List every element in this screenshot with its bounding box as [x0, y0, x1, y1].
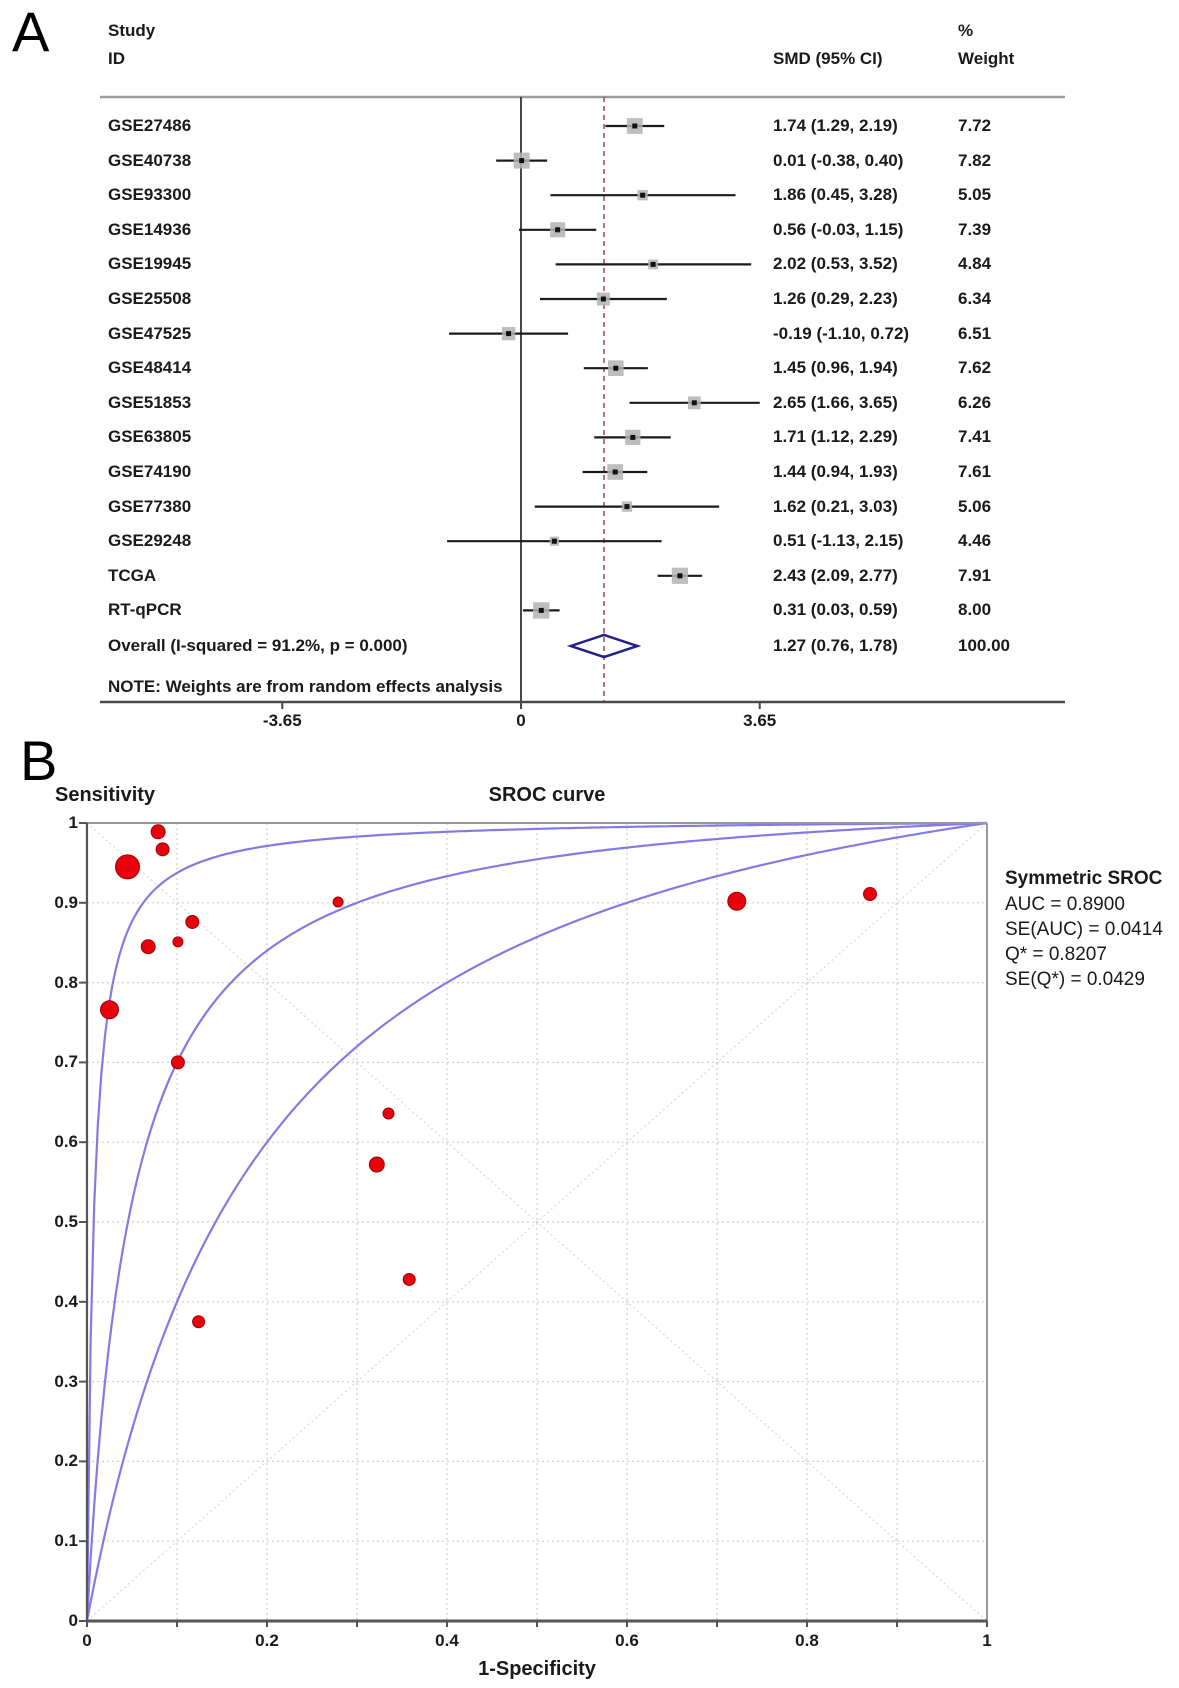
point-estimate-dot	[613, 366, 618, 371]
sroc-point	[383, 1108, 394, 1119]
sroc-point	[864, 888, 877, 901]
sroc-legend-q: Q* = 0.8207	[1005, 944, 1107, 965]
forest-ci-label: 0.56 (-0.03, 1.15)	[773, 219, 904, 239]
point-estimate-dot	[640, 193, 645, 198]
forest-weight-label: 6.26	[958, 392, 992, 412]
sroc-x-tick-label: 1	[982, 1631, 992, 1650]
forest-study-id: GSE14936	[108, 219, 192, 239]
forest-study-id: GSE19945	[108, 254, 192, 274]
forest-ci-label: 2.02 (0.53, 3.52)	[773, 254, 898, 274]
forest-header-study: Study	[108, 21, 156, 40]
forest-study-id: GSE63805	[108, 427, 192, 447]
sroc-y-tick-label: 0.5	[54, 1212, 78, 1231]
point-estimate-dot	[601, 297, 606, 302]
forest-row	[582, 464, 647, 480]
forest-weight-label: 7.72	[958, 116, 992, 135]
forest-weight-label: 7.91	[958, 565, 992, 585]
sroc-y-tick-label: 1	[68, 813, 78, 832]
forest-study-id: GSE47525	[108, 323, 192, 343]
point-estimate-dot	[613, 470, 618, 475]
point-estimate-dot	[539, 608, 544, 613]
point-estimate-dot	[552, 539, 557, 544]
point-estimate-dot	[692, 400, 697, 405]
forest-axis-tick-label: 0	[516, 711, 526, 730]
point-estimate-dot	[624, 504, 629, 509]
sroc-point	[173, 937, 183, 947]
forest-weight-label: 6.51	[958, 323, 992, 343]
sroc-point	[193, 1316, 205, 1328]
point-estimate-dot	[506, 331, 511, 336]
forest-header-id: ID	[108, 49, 125, 68]
sroc-point	[186, 915, 199, 928]
forest-ci-label: 1.45 (0.96, 1.94)	[773, 358, 898, 378]
forest-study-id: GSE48414	[108, 358, 192, 378]
sroc-y-tick-label: 0.9	[54, 892, 78, 912]
forest-weight-label: 7.62	[958, 358, 992, 378]
point-estimate-dot	[630, 435, 635, 440]
forest-ci-label: 2.65 (1.66, 3.65)	[773, 392, 898, 412]
forest-ci-label: 1.44 (0.94, 1.93)	[773, 462, 898, 481]
forest-study-id: GSE40738	[108, 150, 192, 170]
forest-ci-label: 0.51 (-1.13, 2.15)	[773, 531, 904, 551]
forest-weight-label: 7.61	[958, 462, 992, 481]
forest-study-id: GSE77380	[108, 496, 192, 516]
sroc-ylabel: Sensitivity	[55, 784, 156, 806]
sroc-legend-se-q: SE(Q*) = 0.0429	[1005, 969, 1145, 990]
point-estimate-dot	[555, 227, 560, 232]
sroc-x-tick-label: 0	[82, 1631, 92, 1650]
forest-weight-label: 7.41	[958, 427, 992, 447]
forest-weight-label: 7.39	[958, 219, 992, 239]
forest-ci-label: 0.01 (-0.38, 0.40)	[773, 150, 904, 170]
panel-a-letter: A	[12, 0, 50, 63]
forest-row	[550, 190, 735, 200]
sroc-point	[369, 1157, 384, 1172]
forest-ci-label: 1.74 (1.29, 2.19)	[773, 116, 898, 135]
forest-study-id: GSE25508	[108, 289, 192, 308]
panel-b-letter: B	[20, 729, 58, 792]
sroc-x-tick-label: 0.6	[615, 1631, 639, 1650]
sroc-point	[151, 825, 165, 839]
sroc-y-tick-label: 0.6	[54, 1132, 78, 1152]
forest-weight-label: 4.84	[958, 254, 992, 274]
forest-row	[519, 222, 596, 237]
forest-row	[630, 396, 760, 409]
forest-row	[523, 602, 560, 618]
sroc-y-tick-label: 0.3	[54, 1371, 78, 1391]
sroc-y-tick-label: 0.7	[54, 1052, 78, 1072]
forest-row	[594, 430, 671, 445]
forest-ci-label: 1.71 (1.12, 2.29)	[773, 427, 898, 447]
sroc-point	[141, 940, 155, 954]
forest-ci-label: 1.86 (0.45, 3.28)	[773, 185, 898, 205]
forest-overall-label: Overall (I-squared = 91.2%, p = 0.000)	[108, 636, 408, 655]
forest-weight-label: 4.46	[958, 531, 992, 551]
forest-row	[584, 360, 648, 376]
sroc-legend-auc: AUC = 0.8900	[1005, 894, 1125, 915]
point-estimate-dot	[651, 262, 656, 267]
forest-study-id: TCGA	[108, 565, 157, 585]
forest-study-id: GSE27486	[108, 116, 192, 135]
sroc-point	[116, 855, 140, 879]
forest-ci-label: 1.62 (0.21, 3.03)	[773, 496, 898, 516]
sroc-point	[156, 843, 169, 856]
forest-ci-label: 2.43 (2.09, 2.77)	[773, 565, 898, 585]
sroc-y-tick-label: 0.8	[54, 972, 78, 992]
forest-row	[496, 153, 547, 169]
forest-header-weight: Weight	[958, 49, 1015, 68]
sroc-point	[403, 1273, 415, 1285]
sroc-x-tick-label: 0.4	[435, 1631, 459, 1650]
forest-row	[447, 537, 662, 546]
forest-study-id: GSE93300	[108, 185, 192, 205]
forest-axis-tick-label: -3.65	[262, 711, 302, 730]
forest-study-id: RT-qPCR	[108, 600, 182, 620]
point-estimate-dot	[519, 158, 524, 163]
point-estimate-dot	[632, 124, 637, 129]
sroc-y-tick-label: 0.1	[54, 1531, 78, 1551]
forest-overall-weight-label: 100.00	[958, 636, 1010, 655]
forest-ci-label: 1.26 (0.29, 2.23)	[773, 289, 898, 308]
forest-header-pct: %	[958, 21, 974, 40]
forest-weight-label: 5.06	[958, 496, 992, 516]
sroc-point	[171, 1056, 184, 1069]
sroc-point	[101, 1001, 119, 1019]
forest-study-id: GSE29248	[108, 531, 192, 551]
sroc-legend-title: Symmetric SROC	[1005, 868, 1163, 889]
forest-row	[449, 327, 568, 340]
forest-study-id: GSE74190	[108, 462, 192, 481]
forest-row	[535, 501, 719, 511]
sroc-x-tick-label: 0.2	[255, 1631, 279, 1650]
sroc-x-tick-label: 0.8	[795, 1631, 819, 1650]
forest-overall-ci-label: 1.27 (0.76, 1.78)	[773, 636, 898, 655]
forest-row	[556, 259, 752, 269]
forest-weight-label: 8.00	[958, 600, 992, 620]
forest-header-smd: SMD (95% CI)	[773, 49, 883, 68]
sroc-point	[333, 897, 343, 907]
sroc-y-tick-label: 0.4	[54, 1291, 78, 1311]
point-estimate-dot	[677, 573, 682, 578]
forest-weight-label: 5.05	[958, 185, 992, 205]
forest-axis-tick-label: 3.65	[743, 711, 777, 730]
sroc-legend-se-auc: SE(AUC) = 0.0414	[1005, 919, 1163, 940]
forest-weight-label: 7.82	[958, 150, 992, 170]
forest-row	[605, 118, 664, 134]
forest-ci-label: 0.31 (0.03, 0.59)	[773, 600, 898, 620]
forest-row	[540, 293, 667, 306]
forest-ci-label: -0.19 (-1.10, 0.72)	[773, 323, 910, 343]
forest-note: NOTE: Weights are from random effects analysis	[108, 677, 503, 696]
sroc-y-tick-label: 0.2	[54, 1451, 78, 1471]
sroc-y-tick-label: 0	[68, 1611, 78, 1630]
forest-weight-label: 6.34	[958, 289, 992, 308]
forest-row	[658, 568, 702, 584]
sroc-point	[728, 892, 746, 910]
sroc-xlabel: 1-Specificity	[478, 1658, 596, 1680]
forest-study-id: GSE51853	[108, 392, 192, 412]
sroc-title: SROC curve	[488, 784, 606, 806]
